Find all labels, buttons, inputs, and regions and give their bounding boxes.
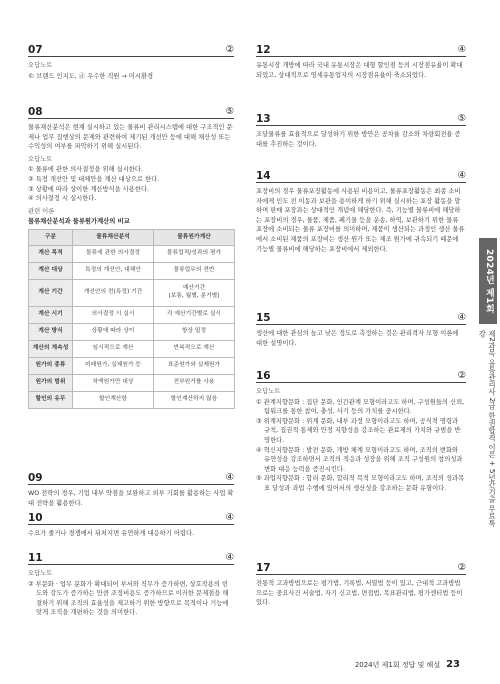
footer-text: 2024년 제1회 정답 및 해설	[354, 661, 441, 669]
row-header: 계산 기간	[29, 279, 73, 306]
answer-mark: ⑤	[225, 106, 234, 117]
table-row	[29, 391, 235, 408]
question-number: 17	[256, 562, 271, 574]
note-line: ③ 위계지향문화 : 위계 문화, 내부 과정 모형이라고도 하며, 공식적 명령과 규칙, 집권적 통제와 안정 지향성을 강조하는 관료제의 가치와 규범을 반영한다.	[256, 417, 461, 444]
table-cell: 표준원가와 실제원가	[154, 357, 235, 374]
question-header	[256, 310, 466, 325]
question-header	[256, 111, 466, 126]
table-row	[29, 323, 235, 340]
question-11	[28, 550, 234, 618]
explanation-text: WO 전략의 경우, 기업 내부 약점을 보완하고 외부 기회를 활용하는 사업 확대 전략을 활용한다.	[28, 490, 234, 507]
note-line: ③ 상황에 따라 상이한 계산방식을 사용한다.	[28, 185, 150, 193]
explanation-text: 수요가 줄거나 경쟁에서 뒤처지면 유연하게 대응하기 어렵다.	[28, 530, 195, 537]
question-header	[28, 550, 234, 565]
question-16	[256, 368, 466, 494]
answer-mark: ②	[225, 44, 234, 55]
answer-mark: ④	[225, 552, 234, 563]
table-cell: 물류에 관한 의사결정	[73, 245, 154, 262]
section-subtitle: 제2과목 유통관리사 2급 한권합격 이론 + 5년간기출 무료특강	[478, 330, 497, 527]
question-number: 10	[28, 512, 43, 524]
question-14	[256, 168, 466, 254]
note-line: © 브랜드 인지도, ⓓ 우수한 직원 → 미시환경	[28, 72, 154, 80]
row-header: 원가의 종류	[29, 357, 73, 374]
note-label: 오답노트	[28, 62, 53, 69]
question-header	[28, 104, 234, 119]
explanation-text: 전통적 고과방법으로는 평가법, 기록법, 서열법 등이 있고, 근대적 고과방법으로는 중요사건 서술법, 자기 신고법, 면접법, 목표관리법, 평가센터법 등이 있다.	[256, 580, 463, 607]
table-cell: 물류업무의 전반	[154, 262, 235, 279]
question-10	[28, 510, 234, 539]
table-cell: 의사결정 시 실시	[73, 306, 154, 323]
table-header-row	[29, 229, 235, 245]
table-row	[29, 279, 235, 306]
note-line: ⑤ 과업지향문화 : 합리 문화, 합리적 목적 모형이라고도 하며, 조직의 성과목표 달성과 과업 수행에 있어서의 생산성을 강조하는 문화 유형이다.	[256, 475, 465, 492]
table-cell: 상황에 따라 상이	[73, 323, 154, 340]
question-header	[28, 510, 234, 525]
table-cell: 개선안의 전(특정) 기간	[73, 279, 154, 306]
table-cell: 항상 일정	[154, 323, 235, 340]
table-cell: 할인계산함	[73, 391, 154, 408]
table-row	[29, 262, 235, 279]
question-number: 16	[256, 370, 271, 382]
table-cell: 전부원가를 사용	[154, 374, 235, 391]
table-header: 물류채산분석	[73, 229, 154, 245]
note-line: ② 부문화 · 업무 분화가 확대되어 부서와 직무가 증가하면, 상호작용의 빈도와 강도가 증가하는 만큼 조정비용도 증가하므로 이러한 문제점을 해결하기 위해 조직의 효율성을 제고하기 위한 방향으로 목적이나 기능에 맞게 조직을 개편하는 것을 의미한다.	[28, 580, 229, 617]
row-header: 계산 대상	[29, 262, 73, 279]
row-header: 계산 방식	[29, 323, 73, 340]
table-header: 물류원가계산	[154, 229, 235, 245]
table-row	[29, 245, 235, 262]
question-number: 15	[256, 312, 271, 324]
table-cell: 임시적으로 계산	[73, 340, 154, 357]
explanation-text: 물류재산분석은 현재 실시하고 있는 물류비 관리시스템에 대한 구조적인 문제나 업무 집행상의 문제와 관련하여 제기된 개선안 등에 대해 채산성 또는 수익성의 여부를 파악하기 위해 실시된다.	[28, 124, 233, 151]
question-number: 09	[28, 472, 43, 484]
question-07	[28, 42, 234, 81]
answer-mark: ②	[457, 562, 466, 573]
question-15	[256, 310, 466, 348]
note-line: ④ 의사결정 시 실시한다.	[28, 195, 97, 203]
table-cell: 특정의 개선안, 대체안	[73, 262, 154, 279]
row-header: 계산 목적	[29, 245, 73, 262]
question-header	[256, 168, 466, 183]
row-header: 계산의 계속성	[29, 340, 73, 357]
note-label: 오답노트	[256, 388, 281, 395]
table-cell: 반복적으로 계산	[154, 340, 235, 357]
row-header: 원가의 범위	[29, 374, 73, 391]
table-header: 구분	[29, 229, 73, 245]
question-header	[28, 470, 234, 485]
question-number: 13	[256, 113, 271, 125]
question-08	[28, 104, 234, 409]
table-cell: 각 예산기간별로 실시	[154, 306, 235, 323]
question-09	[28, 470, 234, 508]
table-row	[29, 357, 235, 374]
question-12	[256, 42, 466, 80]
question-number: 14	[256, 170, 271, 182]
question-header	[28, 42, 234, 57]
answer-mark: ④	[225, 472, 234, 483]
table-row	[29, 306, 235, 323]
table-cell: 할인계산하지 않음	[154, 391, 235, 408]
question-17	[256, 560, 466, 608]
comparison-table	[28, 229, 235, 409]
exam-year-tab: 2024년 제1회	[479, 238, 497, 324]
explanation-text: 조달물류를 효율적으로 달성하기 위한 방안은 공차율 감소와 차량회전율 증대를 추진하는 것이다.	[256, 131, 461, 148]
side-index	[476, 0, 500, 684]
question-number: 12	[256, 44, 271, 56]
note-line: ① 물류에 관한 의사결정을 위해 실시한다.	[28, 166, 143, 174]
question-13	[256, 111, 466, 149]
answer-mark: ⑤	[457, 113, 466, 124]
question-header	[256, 368, 466, 383]
answer-mark: ④	[457, 170, 466, 181]
table-title: 물류채산분석과 물류원가계산의 비교	[28, 218, 130, 226]
answer-mark: ②	[457, 370, 466, 381]
question-header	[256, 560, 466, 575]
table-cell: 예산기간 (보통, 월별, 분기별)	[154, 279, 235, 306]
table-row	[29, 374, 235, 391]
explanation-text: 유통시장 개방에 따라 국내 유통시장은 대형 할인점 등의 시장점유율이 확대되었고, 상대적으로 영세유통업자의 시장점유율이 축소되었다.	[256, 62, 463, 79]
row-header: 계산 시기	[29, 306, 73, 323]
note-line: ② 특정 개선안 및 대체안을 계산 대상으로 한다.	[28, 175, 160, 183]
table-cell: 차액원가만 대상	[73, 374, 154, 391]
question-header	[256, 42, 466, 57]
answer-mark: ④	[457, 44, 466, 55]
explanation-text: 생산에 대한 관심의 높고 낮은 정도로 측정하는 것은 관리격자 모형 이론에 대한 설명이다.	[256, 330, 459, 347]
table-cell: 물류업적/성과의 평가	[154, 245, 235, 262]
page-footer	[355, 660, 460, 671]
question-number: 11	[28, 552, 43, 564]
question-number: 08	[28, 106, 43, 118]
question-number: 07	[28, 44, 43, 56]
note-label: 오답노트	[28, 570, 53, 577]
note-line: ① 관계지향문화 : 집단 문화, 인간관계 모형이라고도 하며, 구성원들의 신뢰, 팀워크를 통한 참여, 충성, 사기 등의 가치를 중시한다.	[256, 398, 465, 416]
theory-label: 관련 이론	[28, 207, 55, 215]
table-row	[29, 340, 235, 357]
page-number: 23	[446, 659, 460, 670]
answer-mark: ④	[457, 312, 466, 323]
row-header: 할인의 유무	[29, 391, 73, 408]
table-cell: 미래원가, 실제원가 등	[73, 357, 154, 374]
answer-mark: ④	[225, 512, 234, 523]
note-line: ④ 혁신지향문화 : 발전 문화, 개방 체계 모형이라고도 하며, 조직의 변화와 유연성을 강조하면서 조직의 적응과 성장을 위해 조직 구성원의 창의성과 변화 대응 능력을 증진시킨다.	[256, 446, 463, 473]
note-label: 오답노트	[28, 155, 53, 163]
explanation-text: 포장비의 경우 물류포장활동에 사용된 비용이고, 물류포장활동은 최종 소비자에게 인도 전 이동과 보관을 용이하게 하기 위해 실시하는 포장 활동을 말하며 판매 포장과는 상대적인 개념에 해당한다. 즉, 기능별 물류비에 해당하는 포장비의 경우, 물품, 제품, 폐기물 등을 운송, 하역, 보관하기 위한 물류 포장에 소비되는 물류 포장비를 의미하며, 제품이 생산되는 과정인 생산 물류에서 소비된 제품의 포장비는 생산 원가 또는 제조 원가에 귀속되기 때문에 기능별 물류비에 해당하는 포장비에서 제외한다.	[256, 188, 465, 253]
